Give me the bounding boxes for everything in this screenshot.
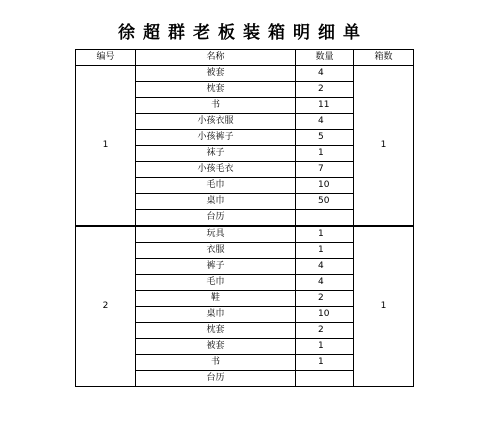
header-name: 名称 [136,50,296,66]
item-name-cell: 枕套 [136,82,296,98]
table-row [76,66,414,82]
item-quantity-cell: 4 [296,275,354,291]
item-name-cell: 桌巾 [136,307,296,323]
item-name-cell: 小孩裤子 [136,130,296,146]
item-quantity-cell: 1 [296,226,354,243]
item-quantity-cell: 4 [296,66,354,82]
item-name-cell: 毛巾 [136,275,296,291]
header-quantity: 数量 [296,50,354,66]
item-name-cell: 台历 [136,210,296,227]
item-quantity-cell: 4 [296,114,354,130]
item-quantity-cell: 1 [296,146,354,162]
header-number: 编号 [76,50,136,66]
item-quantity-cell: 2 [296,323,354,339]
packing-list-table [75,49,414,387]
item-name-cell: 桌巾 [136,194,296,210]
item-name-cell: 鞋 [136,291,296,307]
item-quantity-cell: 1 [296,339,354,355]
item-quantity-cell: 1 [296,355,354,371]
header-row [76,50,414,66]
item-quantity-cell: 1 [296,243,354,259]
item-quantity-cell: 7 [296,162,354,178]
item-quantity-cell [296,210,354,227]
item-quantity-cell: 11 [296,98,354,114]
item-quantity-cell: 50 [296,194,354,210]
item-name-cell: 小孩衣服 [136,114,296,130]
item-name-cell: 玩具 [136,226,296,243]
box-number-cell: 2 [76,226,136,387]
item-quantity-cell: 5 [296,130,354,146]
box-count-cell: 1 [354,66,414,227]
item-name-cell: 书 [136,98,296,114]
item-name-cell: 衣服 [136,243,296,259]
item-quantity-cell: 2 [296,291,354,307]
item-name-cell: 被套 [136,66,296,82]
item-name-cell: 袜子 [136,146,296,162]
box-number-cell: 1 [76,66,136,227]
item-name-cell: 被套 [136,339,296,355]
item-name-cell: 枕套 [136,323,296,339]
table-row [76,226,414,243]
item-quantity-cell: 10 [296,178,354,194]
item-name-cell: 毛巾 [136,178,296,194]
item-name-cell: 小孩毛衣 [136,162,296,178]
item-name-cell: 书 [136,355,296,371]
item-name-cell: 台历 [136,371,296,387]
header-boxes: 箱数 [354,50,414,66]
item-quantity-cell: 4 [296,259,354,275]
box-count-cell: 1 [354,226,414,387]
item-quantity-cell: 10 [296,307,354,323]
item-quantity-cell: 2 [296,82,354,98]
page-title: 徐超群老板装箱明细单 [118,23,368,43]
item-quantity-cell [296,371,354,387]
item-name-cell: 裤子 [136,259,296,275]
